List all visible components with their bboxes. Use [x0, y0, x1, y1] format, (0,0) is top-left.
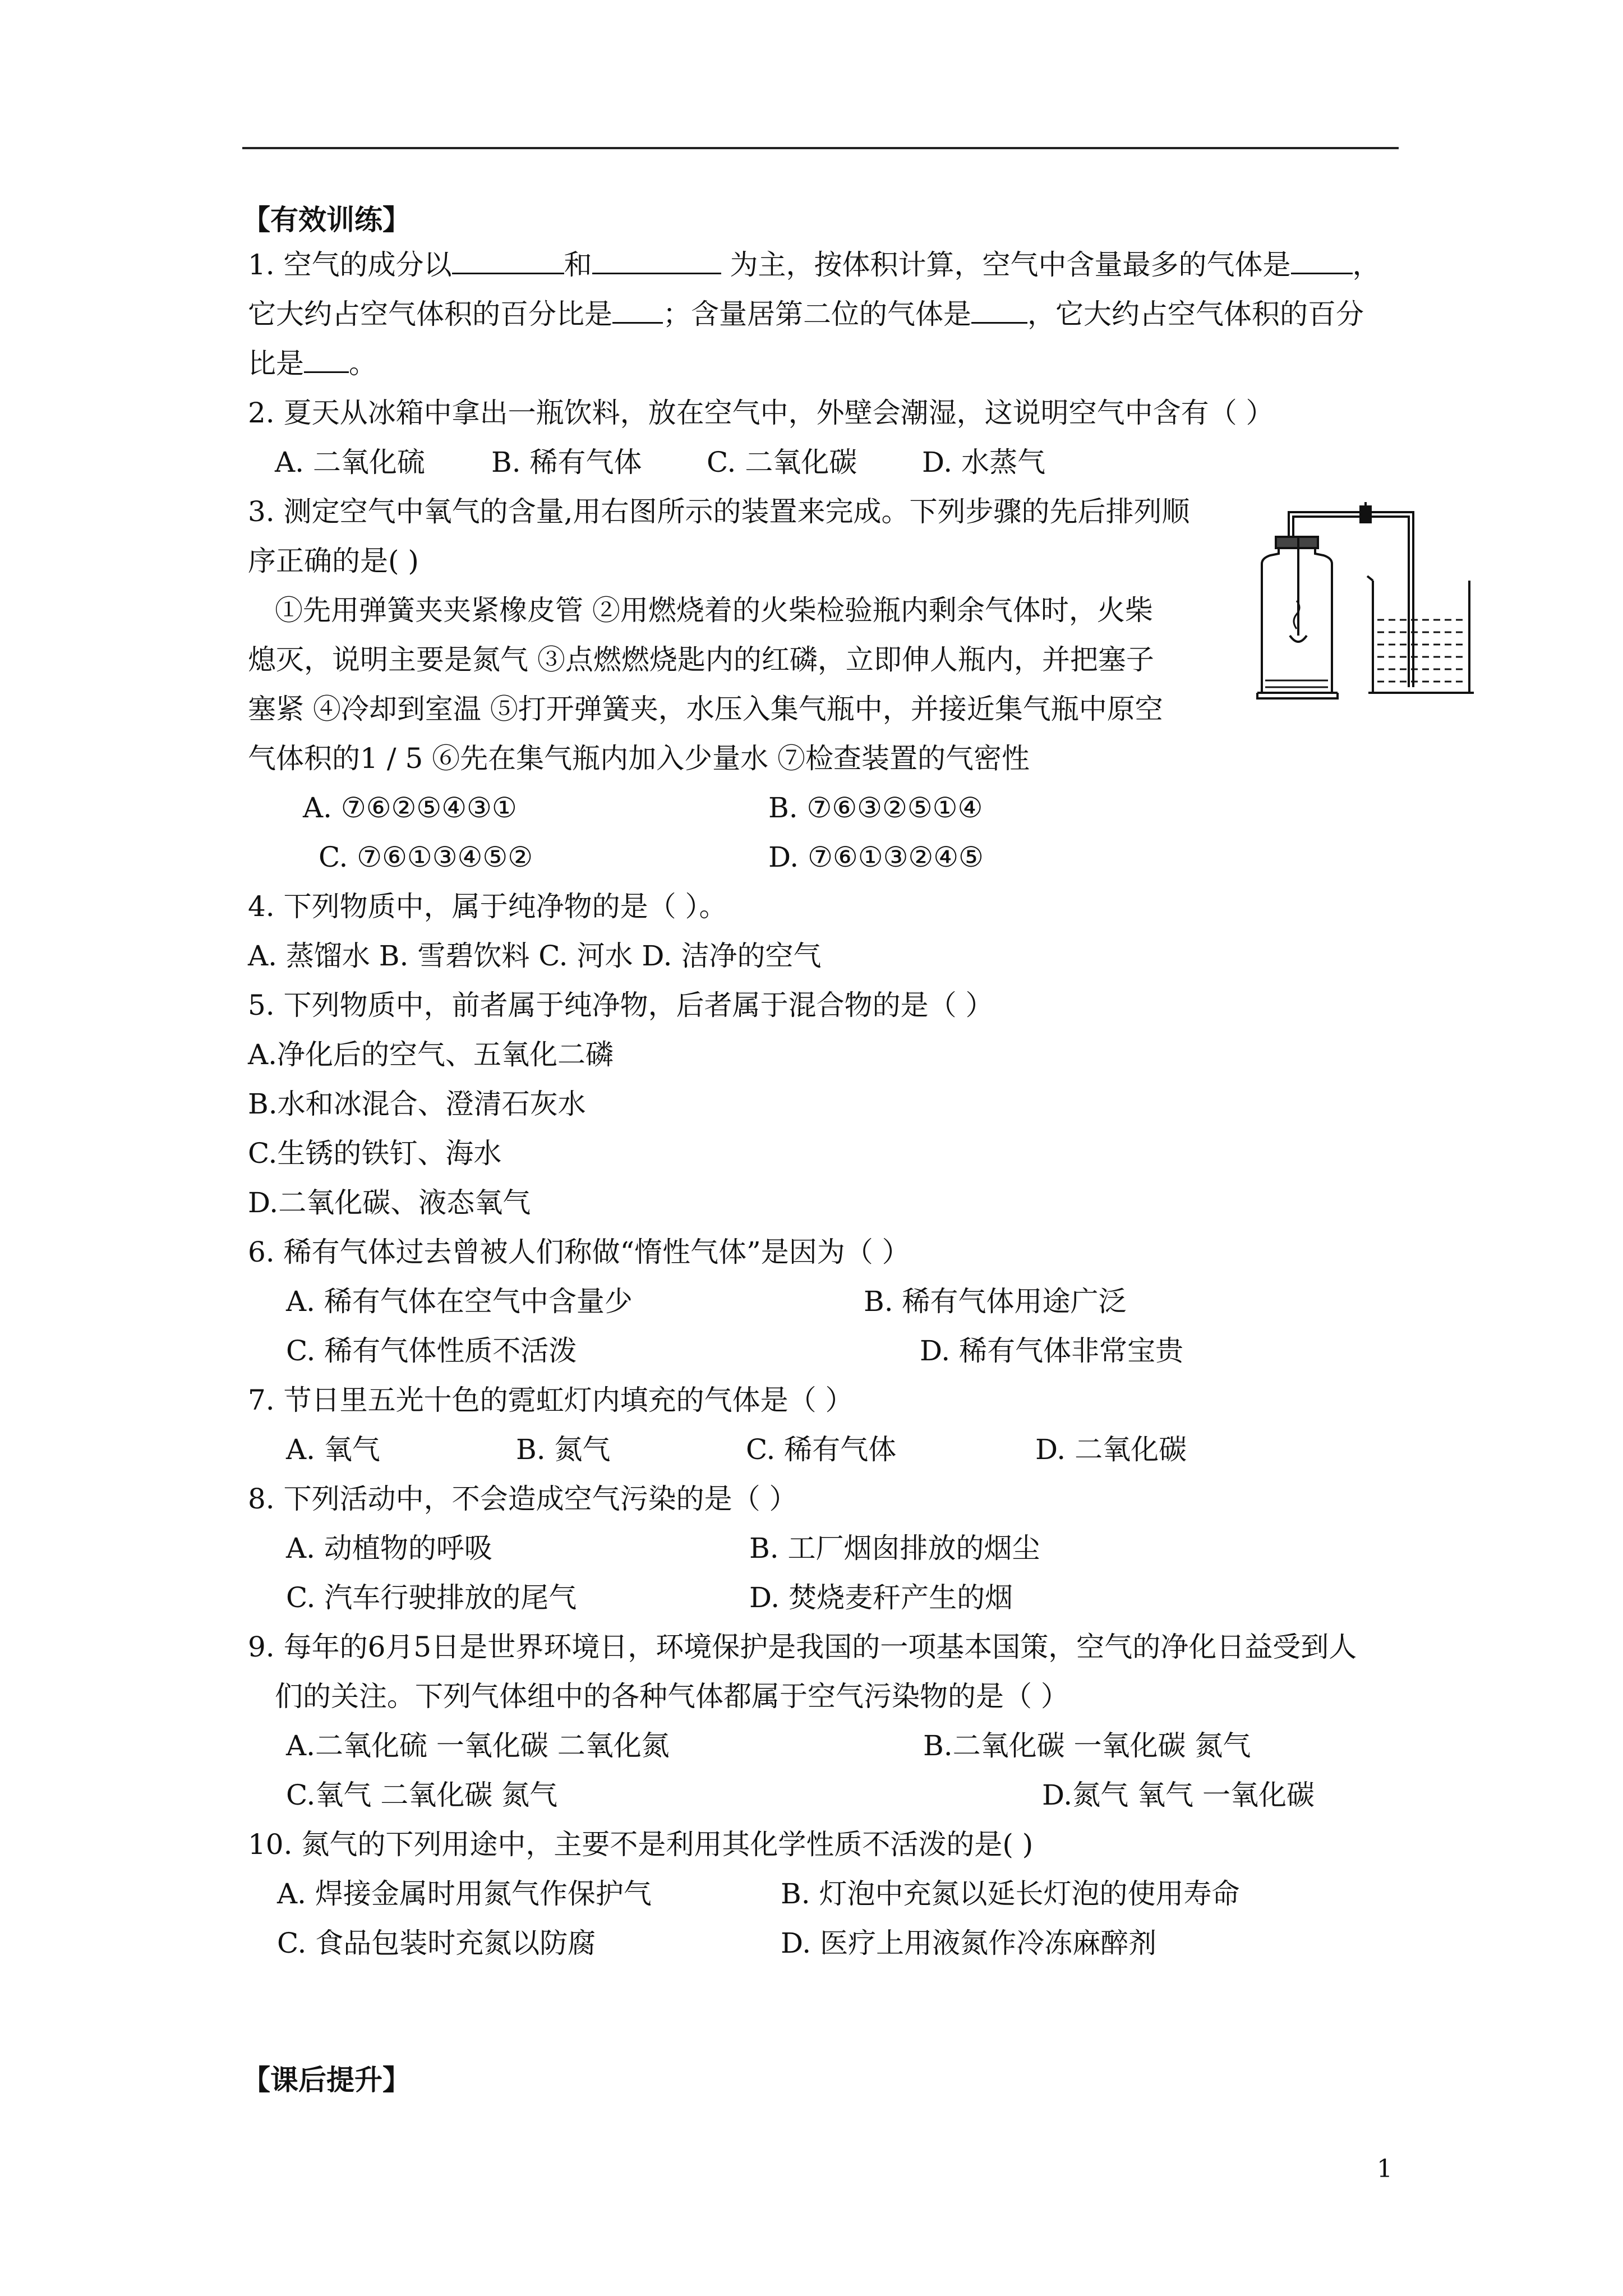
- question-3-line-3: ①先用弹簧夹夹紧橡皮管 ②用燃烧着的火柴检验瓶内剩余气体时，火柴: [275, 594, 1153, 627]
- q4-options: A. 蒸馏水 B. 雪碧饮料 C. 河水 D. 洁净的空气: [248, 940, 822, 972]
- question-10-stem: 10. 氮气的下列用途中，主要不是利用其化学性质不活泼的是( ): [248, 1828, 1034, 1861]
- q1-text: 比是: [248, 347, 304, 380]
- q7-option-c: C. 稀有气体: [746, 1433, 897, 1466]
- q2-option-d: D. 水蒸气: [922, 446, 1046, 478]
- question-9-line-1: 9. 每年的6月5日是世界环境日，环境保护是我国的一项基本国策，空气的净化日益受到人: [248, 1631, 1357, 1663]
- q1-blank-4: [612, 297, 663, 324]
- q6-option-c: C. 稀有气体性质不活泼: [286, 1335, 577, 1367]
- q1-text: ，: [1352, 249, 1381, 281]
- q1-text: 为主，按体积计算，空气中含量最多的气体是: [721, 249, 1291, 281]
- question-3-line-1: 3. 测定空气中氧气的含量,用右图所示的装置来完成。下列步骤的先后排列顺: [248, 495, 1190, 528]
- q6-option-d: D. 稀有气体非常宝贵: [920, 1335, 1184, 1367]
- question-1-line-3: [248, 347, 377, 380]
- q6-option-b: B. 稀有气体用途广泛: [864, 1285, 1127, 1318]
- q10-option-c: C. 食品包装时充氮以防腐: [277, 1927, 596, 1959]
- question-9-line-2: 们的关注。下列气体组中的各种气体都属于空气污染物的是（ ）: [275, 1680, 1069, 1713]
- question-3-line-5: 塞紧 ④冷却到室温 ⑤打开弹簧夹，水压入集气瓶中，并接近集气瓶中原空: [248, 693, 1163, 725]
- q3-option-b: B. ⑦⑥③②⑤①④: [768, 792, 983, 824]
- oxygen-measurement-apparatus-figure: [1245, 502, 1481, 711]
- q10-option-d: D. 医疗上用液氮作冷冻麻醉剂: [781, 1927, 1157, 1959]
- section-heading-training: 【有效训练】: [242, 203, 411, 236]
- q9-option-a: A.二氧化硫 一氧化碳 二氧化氮: [286, 1729, 670, 1762]
- q9-option-b: B.二氧化碳 一氧化碳 氮气: [923, 1729, 1251, 1762]
- q7-option-d: D. 二氧化碳: [1035, 1433, 1187, 1466]
- question-4-stem: 4. 下列物质中，属于纯净物的是（ ）。: [248, 890, 727, 923]
- q2-option-c: C. 二氧化碳: [707, 446, 857, 478]
- q10-option-b: B. 灯泡中充氮以延长灯泡的使用寿命: [781, 1878, 1240, 1910]
- page-number: 1: [1377, 2155, 1393, 2183]
- question-1-line-1: [248, 248, 1381, 282]
- q9-option-c: C.氧气 二氧化碳 氮气: [286, 1779, 558, 1811]
- q1-text: ，它大约占空气体积的百分: [1027, 298, 1364, 330]
- q9-option-d: D.氮气 氧气 一氧化碳: [1042, 1779, 1315, 1811]
- q7-option-a: A. 氧气: [286, 1433, 380, 1466]
- q5-option-c: C.生锈的铁钉、海水: [248, 1137, 502, 1170]
- q7-option-b: B. 氮气: [516, 1433, 611, 1466]
- q5-option-d: D.二氧化碳、液态氧气: [248, 1186, 531, 1219]
- q1-text: 。: [349, 347, 377, 380]
- q1-text: 1. 空气的成分以: [248, 249, 452, 281]
- q3-option-a: A. ⑦⑥②⑤④③①: [303, 792, 517, 824]
- q1-blank-3: [1291, 248, 1353, 274]
- question-7-stem: 7. 节日里五光十色的霓虹灯内填充的气体是（ ）: [248, 1384, 854, 1416]
- question-8-stem: 8. 下列活动中，不会造成空气污染的是（ ）: [248, 1483, 797, 1515]
- q3-option-d: D. ⑦⑥①③②④⑤: [768, 841, 984, 873]
- section-heading-after-class: 【课后提升】: [242, 2063, 411, 2096]
- q1-blank-6: [304, 347, 349, 373]
- q1-blank-5: [971, 297, 1027, 324]
- q1-text: 它大约占空气体积的百分比是: [248, 298, 612, 330]
- q1-text: ；含量居第二位的气体是: [663, 298, 971, 330]
- question-1-line-2: [248, 297, 1364, 331]
- question-6-stem: 6. 稀有气体过去曾被人们称做“惰性气体”是因为（ ）: [248, 1236, 910, 1268]
- q5-option-b: B.水和冰混合、澄清石灰水: [248, 1088, 586, 1120]
- question-3-line-4: 熄灭，说明主要是氮气 ③点燃燃烧匙内的红磷，立即伸人瓶内，并把塞子: [248, 643, 1154, 676]
- q3-option-c: C. ⑦⑥①③④⑤②: [319, 841, 533, 873]
- question-2-stem: 2. 夏天从冰箱中拿出一瓶饮料，放在空气中，外壁会潮湿，这说明空气中含有（ ）: [248, 397, 1274, 429]
- q5-option-a: A.净化后的空气、五氧化二磷: [248, 1038, 614, 1071]
- q1-blank-1: [452, 248, 564, 274]
- q8-option-c: C. 汽车行驶排放的尾气: [286, 1581, 577, 1614]
- header-rule: [242, 147, 1399, 149]
- q1-blank-2: [592, 248, 721, 274]
- q1-text: 和: [564, 249, 592, 281]
- question-3-line-2: 序正确的是( ): [248, 545, 419, 577]
- q8-option-a: A. 动植物的呼吸: [286, 1532, 492, 1565]
- q10-option-a: A. 焊接金属时用氮气作保护气: [277, 1878, 652, 1910]
- q8-option-d: D. 焚烧麦秆产生的烟: [749, 1581, 1013, 1614]
- q2-option-b: B. 稀有气体: [491, 446, 642, 478]
- question-5-stem: 5. 下列物质中，前者属于纯净物，后者属于混合物的是（ ）: [248, 989, 994, 1022]
- q8-option-b: B. 工厂烟囱排放的烟尘: [749, 1532, 1040, 1565]
- q2-option-a: A. 二氧化硫: [275, 446, 425, 478]
- question-3-line-6: 气体积的1 / 5 ⑥先在集气瓶内加入少量水 ⑦检查装置的气密性: [248, 742, 1030, 775]
- q6-option-a: A. 稀有气体在空气中含量少: [286, 1285, 633, 1318]
